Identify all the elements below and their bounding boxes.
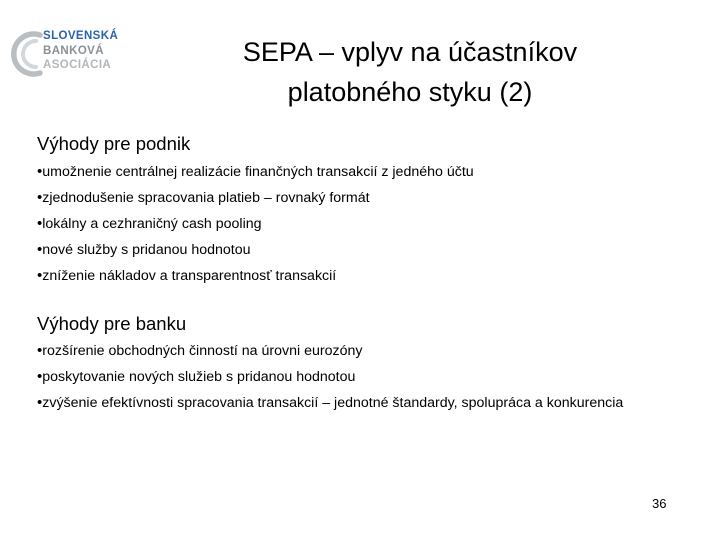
bullet-list-podnik bbox=[37, 163, 657, 285]
bullet-icon: • bbox=[37, 394, 43, 411]
list-item bbox=[37, 267, 657, 285]
list-item bbox=[37, 342, 657, 360]
bullet-icon: • bbox=[37, 342, 43, 359]
bullet-icon: • bbox=[37, 163, 43, 180]
logo-line-1: SLOVENSKÁ bbox=[43, 30, 119, 42]
list-item-text: poskytovanie nových služieb s pridanou hodnotou bbox=[42, 369, 356, 385]
list-item bbox=[37, 241, 657, 259]
logo-wordmark bbox=[43, 29, 118, 73]
bullet-icon: • bbox=[37, 215, 43, 232]
logo bbox=[6, 24, 124, 84]
slide-title bbox=[160, 32, 660, 112]
list-item-text: nové služby s pridanou hodnotou bbox=[42, 242, 251, 258]
list-item-text: umožnenie centrálnej realizácie finančných transakcií z jedného účtu bbox=[42, 164, 474, 180]
list-item bbox=[37, 215, 657, 233]
list-item-text: lokálny a cezhraničný cash pooling bbox=[42, 216, 262, 232]
section-heading-banka: Výhody pre banku bbox=[37, 313, 187, 334]
slide-title-line-1: SEPA – vplyv na účastníkov bbox=[242, 37, 578, 67]
list-item bbox=[37, 394, 657, 412]
list-item-text: zníženie nákladov a transparentnosť transakcií bbox=[42, 268, 337, 284]
logo-line-2: BANKOVÁ bbox=[43, 44, 104, 57]
list-item bbox=[37, 189, 657, 207]
list-item bbox=[37, 368, 657, 386]
logo-line-3: ASOCIÁCIA bbox=[43, 59, 112, 71]
bullet-icon: • bbox=[37, 241, 43, 258]
page-number: 36 bbox=[652, 496, 667, 511]
bullet-icon: • bbox=[37, 368, 43, 385]
list-item bbox=[37, 163, 657, 181]
slide-title-line-2: platobného styku (2) bbox=[287, 77, 533, 107]
section-heading-podnik: Výhody pre podnik bbox=[37, 133, 191, 154]
bullet-list-banka bbox=[37, 342, 657, 412]
logo-mark-icon bbox=[6, 24, 46, 84]
bullet-icon: • bbox=[37, 189, 43, 206]
bullet-icon: • bbox=[37, 267, 43, 284]
list-item-text: zvýšenie efektívnosti spracovania transakcií – jednotné štandardy, spolupráca a konkurencia bbox=[42, 395, 624, 411]
list-item-text: zjednodušenie spracovania platieb – rovnaký formát bbox=[42, 190, 370, 206]
list-item-text: rozšírenie obchodných činností na úrovni eurozóny bbox=[42, 343, 363, 359]
